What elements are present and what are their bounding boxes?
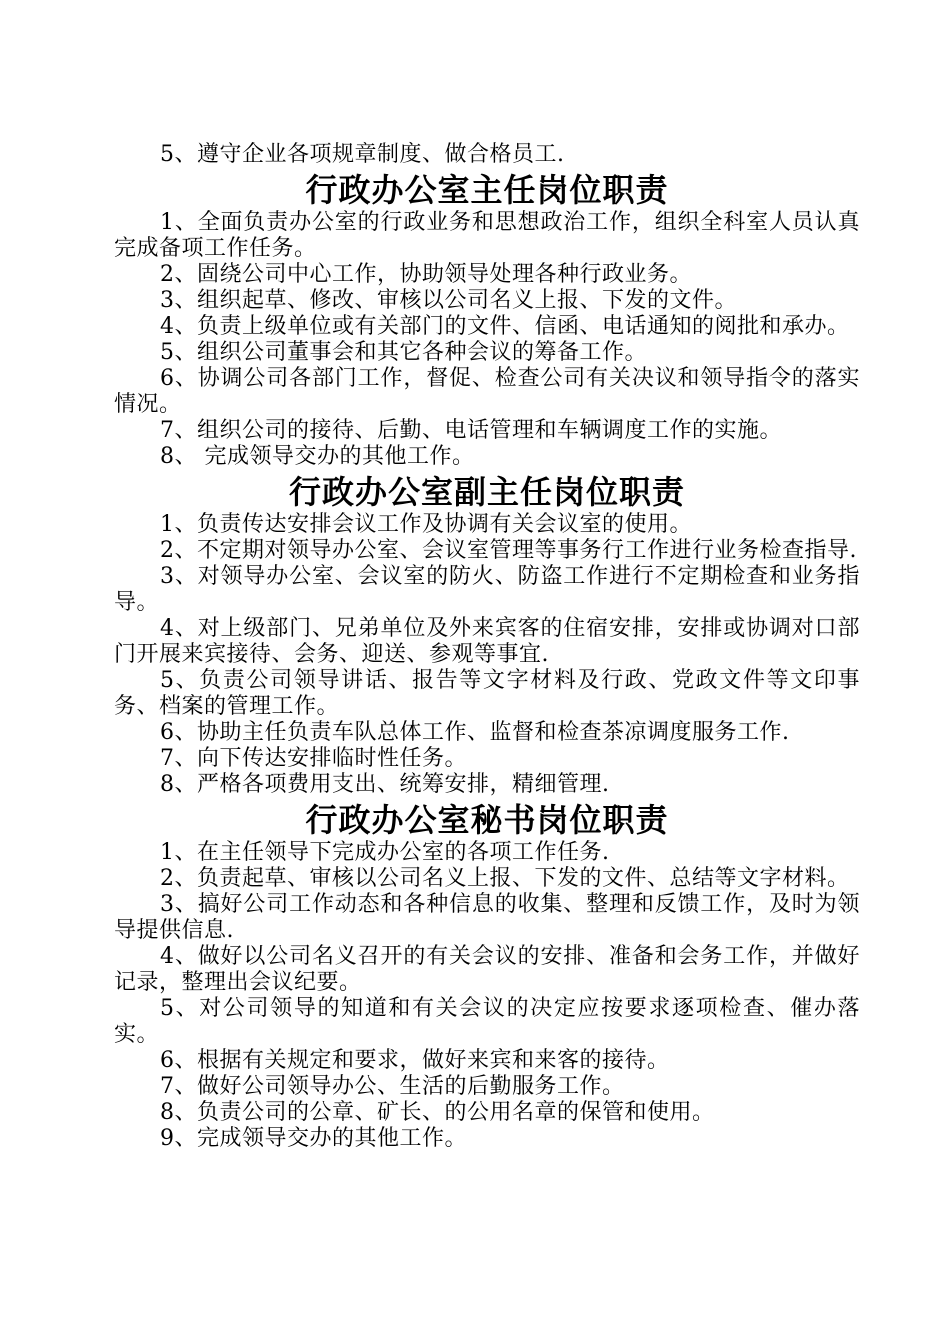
document-page [114,142,860,1152]
duty-item: 8、严格各项费用支出、统筹安排，精细管理. [160,772,610,797]
duty-item: 7、向下传达安排临时性任务。 [160,746,467,771]
duty-item: 5、组织公司董事会和其它各种会议的筹备工作。 [160,340,647,365]
duty-item: 2、固绕公司中心工作，协助领导处理各种行政业务。 [160,262,692,287]
duty-item: 6、协调公司各部门工作，督促、检查公司有关决议和领导指令的落实情况。 [114,366,860,417]
duty-item: 7、组织公司的接待、后勤、电话管理和车辆调度工作的实施。 [160,418,782,443]
duty-item: 3、对领导办公室、会议室的防火、防盗工作进行不定期检查和业务指导。 [114,564,860,615]
duty-item: 7、做好公司领导办公、生活的后勤服务工作。 [160,1074,625,1099]
duty-item: 6、根据有关规定和要求，做好来宾和来客的接待。 [160,1048,670,1073]
duty-item: 8、负责公司的公章、矿长、的公用名章的保管和使用。 [160,1100,715,1125]
duty-item: 5、负责公司领导讲话、报告等文字材料及行政、党政文件等文印事务、档案的管理工作。 [114,668,860,719]
duty-item: 6、协助主任负责车队总体工作、监督和检查茶凉调度服务工作. [160,720,790,745]
section-title-secretary: 行政办公室秘书岗位职责 [305,801,669,839]
duty-item: 5、对公司领导的知道和有关会议的决定应按要求逐项检查、催办落实。 [114,996,860,1047]
duty-item: 2、不定期对领导办公室、会议室管理等事务行工作进行业务检查指导. [160,538,857,563]
duty-item: 4、对上级部门、兄弟单位及外来宾客的住宿安排，安排或协调对口部门开展来宾接待、会务、迎送、参观等事宜. [114,616,860,667]
duty-item: 3、搞好公司工作动态和各种信息的收集、整理和反馈工作，及时为领导提供信息. [114,892,860,943]
duty-item: 9、完成领导交办的其他工作。 [160,1126,467,1151]
duty-item: 2、负责起草、审核以公司名义上报、下发的文件、总结等文字材料。 [160,866,850,891]
duty-item: 4、做好以公司名义召开的有关会议的安排、准备和会务工作，并做好记录，整理出会议纪要。 [114,944,860,995]
duty-item: 4、负责上级单位或有关部门的文件、信函、电话通知的阅批和承办。 [160,314,850,339]
duty-item: 1、负责传达安排会议工作及协调有关会议室的使用。 [160,512,692,537]
duty-item: 3、组织起草、修改、审核以公司名义上报、下发的文件。 [160,288,737,313]
section-title-deputy-director: 行政办公室副主任岗位职责 [288,473,685,511]
duty-item: 8、 完成领导交办的其他工作。 [160,444,475,469]
duty-item: 1、全面负责办公室的行政业务和思想政治工作，组织全科室人员认真完成备项工作任务。 [114,210,860,261]
duty-item: 1、在主任领导下完成办公室的各项工作任务. [160,840,610,865]
intro-item: 5、遵守企业各项规章制度、做合格员工. [160,142,565,167]
section-title-director: 行政办公室主任岗位职责 [305,171,669,209]
